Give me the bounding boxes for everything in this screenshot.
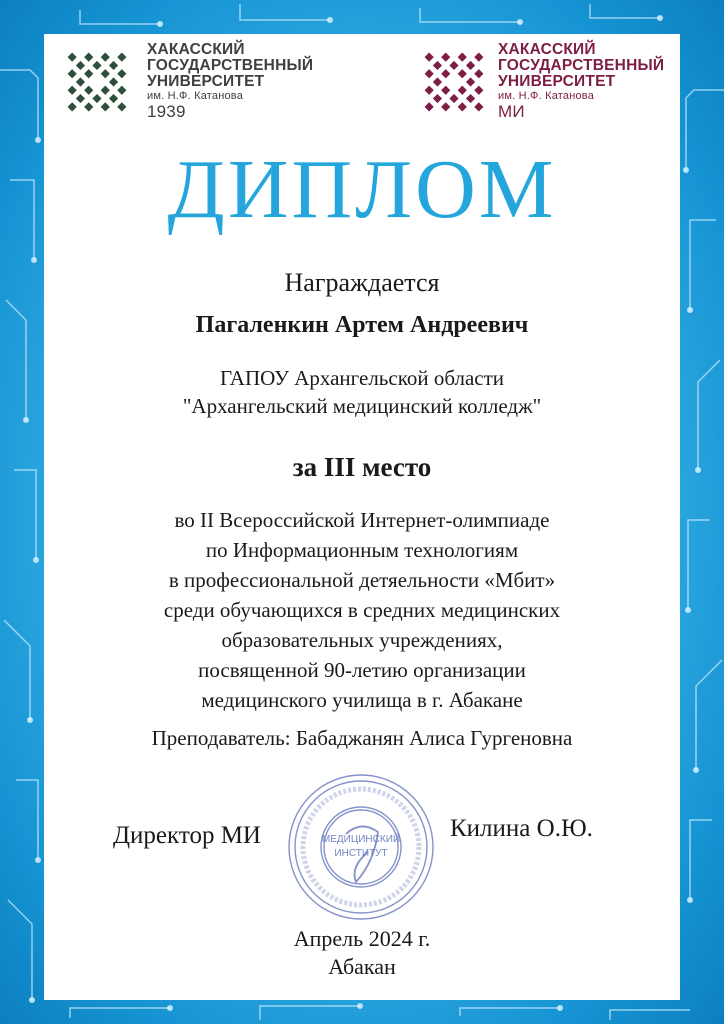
logo-diamond	[433, 94, 442, 103]
description-line: в профессиональной детяельности «Мбит»	[168, 568, 556, 592]
logo-diamond	[101, 86, 110, 95]
logo-diamond	[84, 69, 93, 78]
logo-diamond	[101, 102, 110, 111]
logo-right-subtitle: им. Н.Ф. Катанова	[498, 90, 595, 102]
description-line: посвященной 90-летию организации	[198, 658, 526, 682]
teacher-line: Преподаватель: Бабаджанян Алиса Гургеновна	[151, 726, 573, 750]
logo-diamond	[458, 53, 467, 62]
description-line: медицинского училища в г. Абакане	[201, 688, 523, 712]
logo-right-tag: МИ	[498, 102, 525, 121]
issue-city: Абакан	[328, 954, 396, 979]
logo-left-tag: 1939	[147, 102, 186, 121]
logo-diamond	[474, 86, 483, 95]
logo-diamond	[449, 94, 458, 103]
logo-diamond	[425, 53, 434, 62]
logo-diamond	[433, 61, 442, 70]
logo-diamond	[101, 53, 110, 62]
logo-diamond	[76, 61, 85, 70]
diamond-grid-logo-icon	[412, 42, 496, 122]
logo-diamond	[441, 86, 450, 95]
description-line: во II Всероссийской Интернет-олимпиаде	[174, 508, 550, 532]
logo-diamond	[458, 86, 467, 95]
logo-diamond	[117, 86, 126, 95]
logo-diamond	[76, 94, 85, 103]
logo-diamond	[449, 61, 458, 70]
logo-diamond	[101, 69, 110, 78]
logo-diamond	[433, 77, 442, 86]
logo-diamond	[117, 69, 126, 78]
organization-line-1: ГАПОУ Архангельской области	[219, 366, 505, 390]
description-line: среди обучающихся в средних медицинских	[163, 598, 561, 622]
logo-left-subtitle: им. Н.Ф. Катанова	[147, 90, 244, 102]
description-line: образовательных учреждениях,	[221, 628, 503, 652]
logo-diamond	[68, 86, 77, 95]
logo-diamond	[76, 77, 85, 86]
logo-diamond	[466, 94, 475, 103]
logo-diamond	[441, 102, 450, 111]
logo-diamond	[117, 53, 126, 62]
logo-right-line-2: ГОСУДАРСТВЕННЫЙ	[498, 57, 665, 74]
official-stamp	[286, 772, 436, 922]
logo-diamond	[68, 102, 77, 111]
logo-left-line-1: ХАКАССКИЙ	[147, 41, 245, 58]
issue-date: Апрель 2024 г.	[293, 926, 431, 951]
diploma-title: ДИПЛОМ	[167, 143, 557, 236]
logo-diamond	[92, 94, 101, 103]
logo-diamond	[441, 53, 450, 62]
logo-left-line-3: УНИВЕРСИТЕТ	[147, 73, 265, 90]
logo-diamond	[441, 69, 450, 78]
logo-diamond	[84, 102, 93, 111]
logo-diamond	[466, 61, 475, 70]
logo-diamond	[68, 53, 77, 62]
logo-diamond	[117, 102, 126, 111]
description-line: по Информационным технологиям	[205, 538, 519, 562]
logo-diamond	[84, 86, 93, 95]
logo-diamond	[425, 69, 434, 78]
logo-diamond	[84, 53, 93, 62]
signature-position: Директор МИ	[113, 822, 261, 849]
logo-diamond	[92, 61, 101, 70]
logo-right-line-3: УНИВЕРСИТЕТ	[498, 73, 616, 90]
svg-text:ИНСТИТУТ: ИНСТИТУТ	[334, 848, 388, 859]
logo-diamond	[109, 77, 118, 86]
logo-diamond	[458, 102, 467, 111]
svg-text:МЕДИЦИНСКИЙ: МЕДИЦИНСКИЙ	[321, 834, 401, 845]
recipient-name: Пагаленкин Артем Андреевич	[195, 312, 529, 338]
organization-line-2: "Архангельский медицинский колледж"	[182, 394, 542, 418]
place-award: за III место	[292, 452, 432, 482]
logo-diamond	[109, 94, 118, 103]
logo-diamond	[425, 86, 434, 95]
signer-name: Килина О.Ю.	[450, 815, 593, 842]
logo-diamond	[466, 77, 475, 86]
logo-diamond	[109, 61, 118, 70]
logo-diamond	[474, 102, 483, 111]
logo-diamond	[458, 69, 467, 78]
logo-left-line-2: ГОСУДАРСТВЕННЫЙ	[147, 57, 314, 74]
diamond-grid-logo-icon	[55, 42, 139, 122]
logo-diamond	[474, 53, 483, 62]
logo-diamond	[474, 69, 483, 78]
awarded-label: Награждается	[284, 268, 440, 297]
logo-diamond	[425, 102, 434, 111]
logo-diamond	[68, 69, 77, 78]
logo-right-line-1: ХАКАССКИЙ	[498, 41, 596, 58]
